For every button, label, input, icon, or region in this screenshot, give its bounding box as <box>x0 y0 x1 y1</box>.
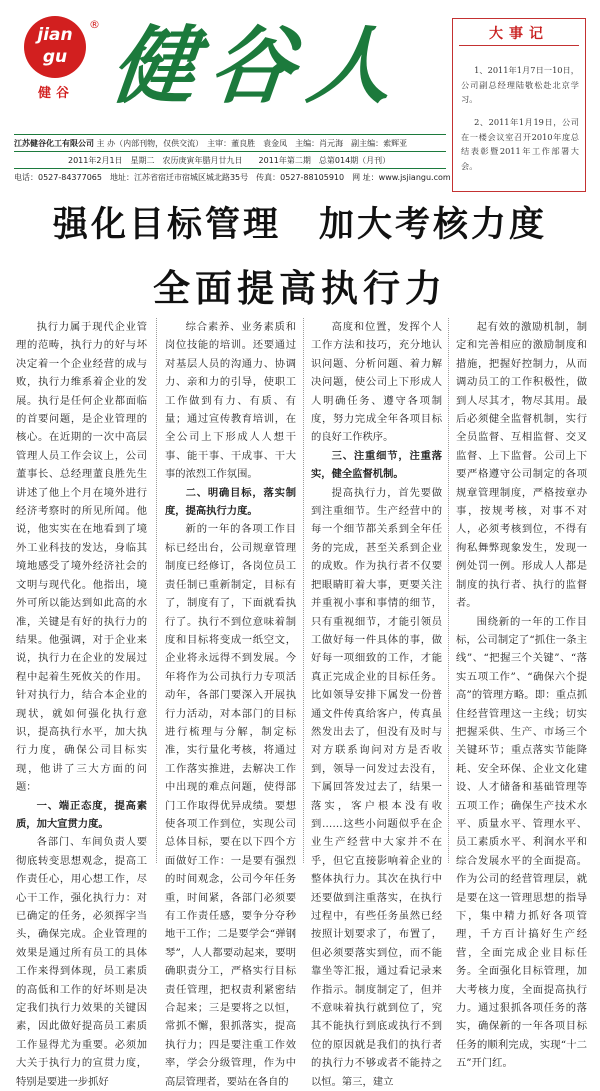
newspaper-title: 健谷人 <box>106 16 412 115</box>
column-divider <box>303 318 304 863</box>
headline-sub: 全面提高执行力 <box>153 266 447 310</box>
section-heading: 一、端正态度，提高素质，加大宣贯力度。 <box>16 799 147 830</box>
paragraph: 新的一年的各项工作目标已经出台，公司规章管理制度已经修订，各岗位员工责任制已重新制定，目标有了，制度有了，下面就看执行了。执行不到位意味着制度和目标将变成一纸空文，企业将永远得不到发展。今年将作为公司执行力专项活动年，各部门要深入开展执行力活动，对本部门的目标进行梳理与分解，制定标准，实行量化考核，将通过工作落实推进，去解决工作中出现的难点问题，使得部门工作取得优异成绩。要想使各项工作到位，实现公司总体目标，要在以下四个方面做好工作：一是要有强烈的时间观念，公司今年任务重，时间紧，各部门必须要有工作责任感，要争分夺秒地干工作；二是要学会“弹钢琴”，人人都要动起来，要明确职责分工，严格实行目标责任管理，把权责利紧密结合起来；三是要将之以恒，常抓不懈，狠抓落实，提高执行力；四是要注重工作效率，学会分级管理，作为中高层管理者，要站在各自的 <box>165 523 296 1088</box>
company-logo <box>24 16 86 78</box>
logo-text-line1: jian <box>37 25 73 45</box>
logo-text-line2: gu <box>42 47 68 67</box>
paragraph: 执行力属于现代企业管理的范畴，执行力的好与坏决定着一个企业经营的成与败，执行力维系着企业的发展。执行是任何企业都面临的首要问题，是企业管理的核心。在近期的一次中高层管理人员工作会议上，公司董事长、总经理董良胜先生讲述了他上个月在境外进行经济考察时的所见所闻。他说，他实实在在地看到了境外工业科技的发达，身临其境地感受了境外经济社会的文明与现代化。他指出，境外可所以能达到如此高的水准，关键是有好的执行力的结果。他强调，对于企业来说，执行力在企业的发展过程中起着生死攸关的作用。针对执行力，结合本企业的现状，就如何强化执行意识，提高执行水平，加大执行力度，确保公司目标实现，他讲了三大方面的问题： <box>16 321 147 794</box>
publisher-info: 主 办（内部刊物，仅供交流） 主审：董良胜 袁金凤 主编：肖元海 副主编：索辉亚 <box>96 139 408 148</box>
date-line: 2011年2月1日 星期二 农历庚寅年腊月廿九日 2011年第二期 总第014期（月刊） <box>68 156 391 165</box>
sidebar-divider <box>459 45 579 46</box>
publisher-row <box>14 138 446 149</box>
events-sidebar <box>452 18 586 192</box>
article-column-1 <box>16 318 147 1088</box>
section-heading: 二、明确目标，落实制度，提高执行力度。 <box>165 486 296 518</box>
paragraph: 高度和位置，发挥个人工作方法和技巧，充分地认识问题、分析问题、着力解决问题，使公司上下形成人人明确任务、遵守各项制度，努力完成全年各项目标的良好工作秩序。 <box>311 321 442 444</box>
column-divider <box>448 318 449 863</box>
paragraph: 起有效的激励机制，制定和完善相应的激励制度和措施，把握好控制力，从而调动员工的工作积极性，做到人尽其才，物尽其用。最后必须健全监督机制，实行全员监督、互相监督、交叉监督、上下监督。公司上下要严格遵守公司制定的各项规章管理制度，严格按章办事，按规考核，对事不对人，必须考核到位，不得有徇私舞弊现象发生，发现一例处罚一例。形成人人都是制度的执行者、执行的监督者。 <box>456 321 587 610</box>
event-item: 2、2011年1月19日，公司在一楼会议室召开2010年度总结表彰暨2011年工作部署大会。 <box>461 117 579 171</box>
contact-line: 电话：0527-84377065 地址：江苏省宿迁市宿城区城北路35号 传真：0527-88105910 网 址：www.jsjiangu.com <box>14 173 451 182</box>
registered-mark: ® <box>89 18 100 31</box>
column-divider <box>156 318 157 863</box>
article-column-4 <box>456 318 587 1070</box>
paragraph: 各部门、车间负责人要彻底转变思想观念，提高工作责任心，用心想工作，尽心干工作，强化执行力：对已确定的任务，必须挥字当头，确保完成。企业管理的效果是通过所有员工的具体工作来得到体现，员工素质的高低和工作的好坏则是决定我们执行力效果的关键因素，因此做好提高员工素质工作显得尤为重要。必须加大关于执行力的宣贯力度，特别是要进一步抓好 <box>16 836 147 1088</box>
headline-main: 强化目标管理 加大考核力度 <box>52 204 547 245</box>
masthead-divider <box>14 151 446 152</box>
masthead-divider <box>14 168 446 169</box>
sidebar-title: 大事记 <box>489 26 549 42</box>
company-name: 江苏健谷化工有限公司 <box>14 139 94 148</box>
paragraph: 围绕新的一年的工作目标，公司制定了“抓住一条主线”、“把握三个关键”、“落实五项工作”、“确保六个提高”的管理方略。即：重点抓住经营管理这一主线；切实把握采供、生产、市场三个关键环节；重点落实节能降耗、安全环保、企业文化建设、人才储备和基础管理等五项工作；确保生产技术水平、质量水平、管理水平、员工素质水平、利润水平和综合发展水平的全面提高。作为公司的经营管理层，就是要在这一管理思想的指导下，集中精力抓好各项管理，千方百计搞好生产经营，全面完成企业目标任务。全面强化目标管理，加大考核力度，全面提高执行力。通过狠抓各项任务的落实，确保新的一年各项目标任务的顺利完成，实现“十二五”开门红。 <box>456 615 587 1070</box>
logo-caption: 健谷 <box>38 86 75 101</box>
masthead-divider <box>14 134 446 135</box>
paragraph: 综合素养、业务素质和岗位技能的培训。还要通过对基层人员的沟通力、协调力、亲和力的引导，使职工工作做到有力、有质、有量；通过宣传教育培训，在全公司上下形成人人想干事、能干事、干成事、干大事的浓烈工作氛围。 <box>165 321 296 481</box>
article-column-3 <box>311 318 442 1088</box>
article-column-2 <box>165 318 296 1088</box>
paragraph: 提高执行力，首先要做到注重细节。生产经营中的每一个细节都关系到全年任务的完成，甚至关系到企业的成败。作为执行者不仅要把眼睛盯着大事，更要关注并重视小事和事情的细节，只有重视细节，才能引领员工做好每一件具体的事，做好每一项细致的工作，才能真正完成企业的目标任务。比如领导安排下属发一份普通文件传真给客户，传真虽然发出去了，但没有及时与对方联系询问对方是否收到，领导一问发过去没有，下属回答发过去了，结果一落实，客户根本没有收到……这些小问题似乎在企业生产经营中大家并不在乎，但它直接影响着企业的整体执行力。其次在执行中还要做到注重落实，在执行过程中，有些任务虽然已经按照计划要求了，布置了，但必须要落实到位，而不能靠坐等汇报，通过看记录来作指示。制度制定了，但并不意味着执行就到位了，究其不能执行到底或执行不到位的原因就是我们的执行者的执行力不够或者不能持之以恒。第三，建立 <box>311 486 442 1088</box>
masthead <box>14 14 451 192</box>
event-item: 1、2011年1月7日一10日，公司副总经理陆敬松赴北京学习。 <box>461 65 579 104</box>
section-heading: 三、注重细节，注重落实，健全监督机制。 <box>311 449 442 481</box>
